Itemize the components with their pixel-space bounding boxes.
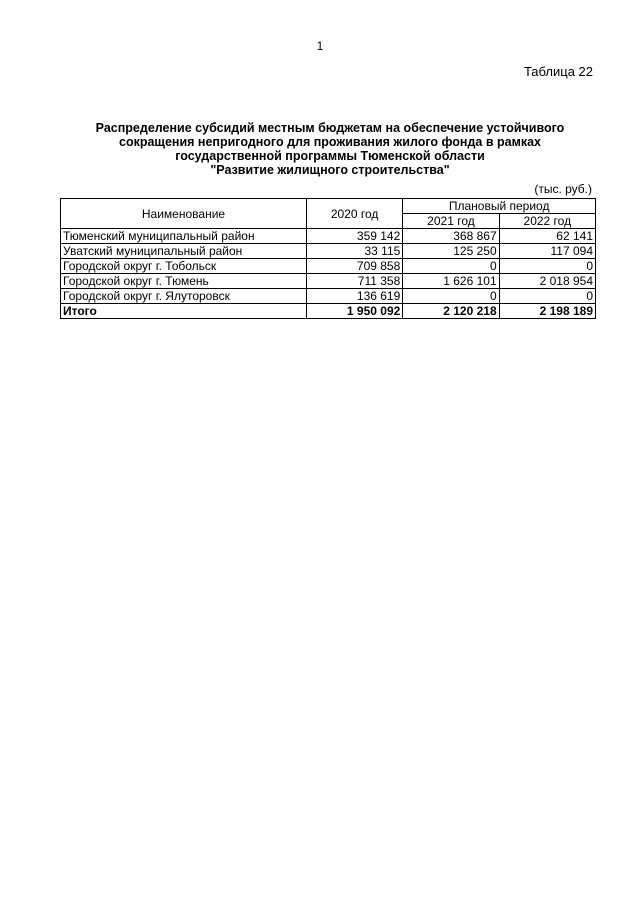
title-line: Распределение субсидий местным бюджетам на обеспечение устойчивого (95, 121, 565, 135)
row-name: Городской округ г. Тобольск (61, 259, 307, 274)
row-name: Городской округ г. Тюмень (61, 274, 307, 289)
header-2020: 2020 год (306, 199, 402, 229)
row-value-2020: 359 142 (306, 229, 402, 244)
total-value-2021: 2 120 218 (403, 304, 499, 319)
title-line: сокращения непригодного для проживания жилого фонда в рамках (119, 135, 541, 149)
units-label: (тыс. руб.) (534, 182, 592, 196)
row-value-2021: 368 867 (403, 229, 499, 244)
title-line: "Развитие жилищного строительства" (210, 163, 450, 177)
row-value-2022: 0 (499, 259, 595, 274)
table-row (61, 229, 596, 244)
total-value-2022: 2 198 189 (499, 304, 595, 319)
table-row (61, 259, 596, 274)
row-value-2022: 62 141 (499, 229, 595, 244)
total-row (61, 304, 596, 319)
table-row (61, 289, 596, 304)
document-title (60, 121, 600, 177)
total-label: Итого (61, 304, 307, 319)
header-planned-period: Плановый период (403, 199, 596, 214)
table-label: Таблица 22 (523, 64, 593, 79)
table-row (61, 274, 596, 289)
row-value-2020: 711 358 (306, 274, 402, 289)
page-number: 1 (316, 39, 324, 53)
row-value-2020: 709 858 (306, 259, 402, 274)
header-2022: 2022 год (499, 214, 595, 229)
row-value-2020: 136 619 (306, 289, 402, 304)
table-header-row (61, 199, 596, 214)
table-row (61, 244, 596, 259)
row-value-2021: 1 626 101 (403, 274, 499, 289)
row-value-2022: 2 018 954 (499, 274, 595, 289)
row-value-2020: 33 115 (306, 244, 402, 259)
row-name: Уватский муниципальный район (61, 244, 307, 259)
row-value-2022: 0 (499, 289, 595, 304)
row-value-2021: 0 (403, 289, 499, 304)
row-value-2021: 0 (403, 259, 499, 274)
subsidy-table (60, 198, 596, 319)
total-value-2020: 1 950 092 (306, 304, 402, 319)
row-value-2021: 125 250 (403, 244, 499, 259)
row-value-2022: 117 094 (499, 244, 595, 259)
header-2021: 2021 год (403, 214, 499, 229)
row-name: Городской округ г. Ялуторовск (61, 289, 307, 304)
header-name: Наименование (61, 199, 307, 229)
row-name: Тюменский муниципальный район (61, 229, 307, 244)
title-line: государственной программы Тюменской области (175, 149, 485, 163)
